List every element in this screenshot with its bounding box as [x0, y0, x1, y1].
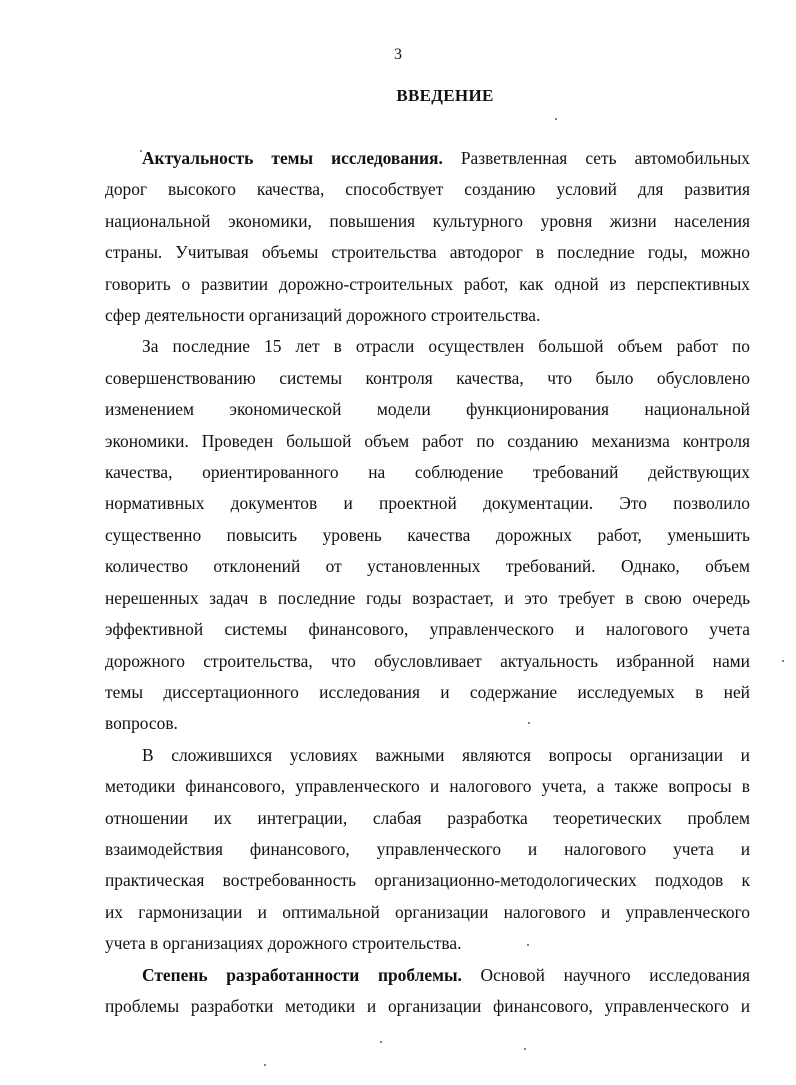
paragraph-degree-of-development: [105, 960, 750, 1023]
text-line: нерешенных задач в последние годы возрастает, и это требует в свою очередь: [105, 587, 750, 608]
text-line: проблемы разработки методики и организации финансового, управленческого и: [105, 995, 750, 1016]
text-line: качества, ориентированного на соблюдение требований действующих: [105, 462, 750, 483]
text-line: существенно повысить уровень качества дорожных работ, уменьшить: [105, 524, 750, 545]
paragraph-conditions: [105, 740, 750, 960]
text-line: дорожного строительства, что обусловливает актуальность избранной нами: [105, 650, 750, 671]
paragraph-lead: Актуальность темы исследования.: [142, 148, 443, 168]
text-line: количество отклонений от установленных требований. Однако, объем: [105, 556, 750, 577]
scan-speck: [380, 1041, 382, 1043]
section-heading: ВВЕДЕНИЕ: [396, 86, 494, 105]
scan-speck: [140, 150, 142, 152]
text-line: Степень разработанности проблемы. Основой научного исследования: [142, 964, 750, 985]
text-line: изменением экономической модели функционирования национальной: [105, 399, 750, 420]
text-line: их гармонизации и оптимальной организации налогового и управленческого: [105, 901, 750, 922]
text-line: В сложившихся условиях важными являются вопросы организации и: [142, 744, 750, 765]
text-line: нормативных документов и проектной документации. Это позволило: [105, 493, 750, 514]
scan-speck: [555, 118, 557, 120]
text-line: вопросов.: [105, 713, 178, 734]
text-line: страны. Учитывая объемы строительства автодорог в последние годы, можно: [105, 242, 750, 263]
text-line: учета в организациях дорожного строительства.: [105, 933, 462, 954]
text-line: За последние 15 лет в отрасли осуществлен большой объем работ по: [142, 336, 750, 357]
page-number: 3: [394, 46, 402, 63]
paragraph-relevance: [105, 143, 750, 331]
scan-speck: [264, 1064, 266, 1066]
text-line: темы диссертационного исследования и содержание исследуемых в ней: [105, 681, 750, 702]
scan-speck: [527, 944, 529, 946]
text-line: совершенствованию системы контроля качества, что было обусловлено: [105, 367, 750, 388]
text-line: практическая востребованность организационно-методологических подходов к: [105, 870, 750, 891]
scan-speck: [524, 1048, 526, 1050]
text-line: говорить о развитии дорожно-строительных работ, как одной из перспективных: [105, 273, 750, 294]
paragraph-lead: Степень разработанности проблемы.: [142, 964, 462, 985]
text-line: сфер деятельности организаций дорожного строительства.: [105, 305, 541, 326]
scan-speck: [528, 722, 530, 724]
text-line: отношении их интеграции, слабая разработка теоретических проблем: [105, 807, 750, 828]
text-line: взаимодействия финансового, управленческого и налогового учета и: [105, 838, 750, 859]
paragraph-quality-control: [105, 331, 750, 739]
text-line: национальной экономики, повышения культурного уровня жизни населения: [105, 210, 750, 231]
text-line: экономики. Проведен большой объем работ по созданию механизма контроля: [105, 430, 750, 451]
scan-speck: [782, 660, 784, 662]
body-text: [105, 143, 750, 1022]
text-line: методики финансового, управленческого и налогового учета, а также вопросы в: [105, 776, 750, 797]
text-line: эффективной системы финансового, управленческого и налогового учета: [105, 619, 750, 640]
text-line: Актуальность темы исследования. Разветвленная сеть автомобильных: [142, 148, 750, 168]
text-line: дорог высокого качества, способствует созданию условий для развития: [105, 179, 750, 200]
